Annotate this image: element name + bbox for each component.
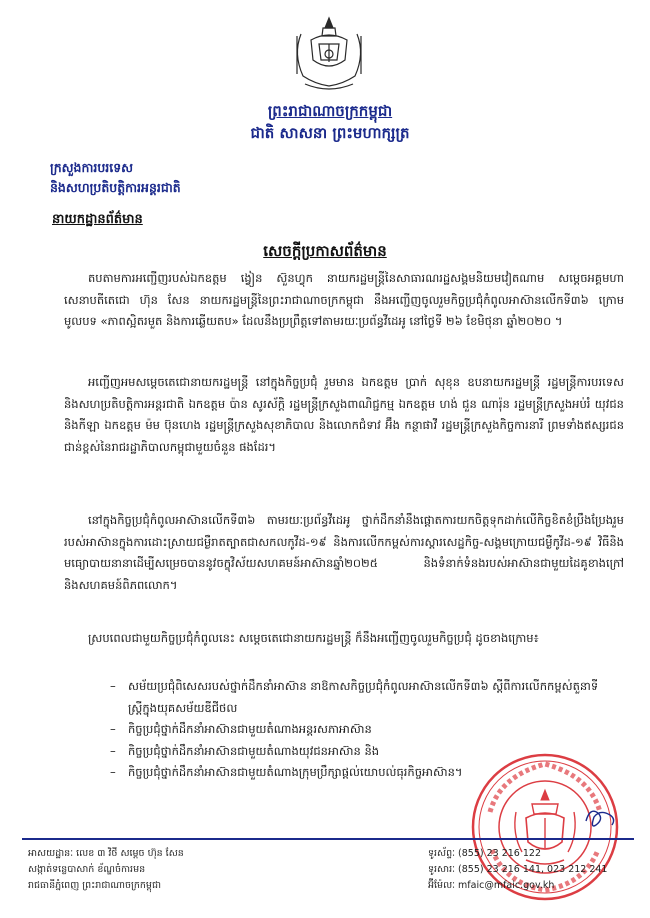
paragraph-1: តបតាមការអញ្ជើញរបស់ឯកឧត្តម ង្វៀន ស៊ួនហ្វុក នាយករដ្ឋមន្ត្រីនៃសាធារណរដ្ឋសង្គមនិយមវៀតណាម សម្តេចអគ្គមហាសេនាបតីតេជោ ហ៊ុន សែន នាយករដ្ឋមន្ត្រីនៃព្រះរាជាណាចក្រកម្ពុជា នឹងអញ្ជើញចូលរួមកិច្ចប្រជុំកំពូលអាស៊ានលើកទី៣៦ ក្រោមមូលបទ «ភាពស្អិតរមួត និងការឆ្លើយតប» ដែលនឹងប្រព្រឹត្តទៅតាមរយៈប្រព័ន្ធវីដេអូ នៅថ្ងៃទី ២៦ ខែមិថុនា ឆ្នាំ២០២០ ។ (64, 271, 624, 329)
royal-coat-of-arms-icon (283, 14, 375, 96)
email-address: អ៊ីម៉ែលៈ mfaic@mfaic.gov.kh (428, 880, 555, 891)
fax-number: ទូរសារៈ (855) 23 216 141, 023 212 241 (428, 864, 608, 875)
paragraph-4: ស្របពេលជាមួយកិច្ចប្រជុំកំពូលនេះ សម្តេចតេជោនាយករដ្ឋមន្ត្រី ក៏នឹងអញ្ជើញចូលរួមកិច្ចប្រជុំ ដូចខាងក្រោម៖ (88, 631, 539, 645)
address-line2: សង្កាត់ទន្លេបាសាក់ ខ័ណ្ឌចំការមន (28, 864, 146, 875)
kingdom-name: ព្រះរាជាណាចក្រកម្ពុជា (267, 102, 393, 120)
handwritten-signature (580, 803, 620, 833)
list-item: – កិច្ចប្រជុំថ្នាក់ដឹកនាំអាស៊ានជាមួយតំណាងយុវជនអាស៊ាន និង (110, 741, 610, 763)
list-item: – កិច្ចប្រជុំថ្នាក់ដឹកនាំអាស៊ានជាមួយតំណាងក្រុមប្រឹក្សាផ្តល់យោបល់ធុរកិច្ចអាស៊ាន។ (110, 762, 610, 784)
kingdom-motto-block (200, 100, 460, 144)
paragraph-2: អញ្ជើញអមសម្តេចតេជោនាយករដ្ឋមន្ត្រី នៅក្នុងកិច្ចប្រជុំ រួមមាន ឯកឧត្តម ប្រាក់ សុខុន ឧបនាយករដ្ឋមន្ត្រី រដ្ឋមន្ត្រីការបរទេស និងសហប្រតិបត្តិការអន្តរជាតិ ឯកឧត្តម ប៉ាន សូរស័ក្តិ រដ្ឋមន្ត្រីក្រសួងពាណិជ្ជកម្ម ឯកឧត្តម ហង់ ជួន ណារ៉ុន រដ្ឋមន្ត្រីក្រសួងអប់រំ យុវជន និងកីឡា ឯកឧត្តម ម៉ម ប៊ុនហេង រដ្ឋមន្ត្រីក្រសួងសុខាភិបាល និងលោកជំទាវ អ៊ឹង កន្ថាផាវី រដ្ឋមន្ត្រីក្រសួងកិច្ចការនារី ព្រមទាំងឥស្សរជនជាន់ខ្ពស់នៃរាជរដ្ឋាភិបាលកម្ពុជាមួយចំនួន ផងដែរ។ (64, 375, 624, 454)
ministry-name-block (50, 158, 310, 198)
footer-address (28, 846, 184, 894)
footer-divider (22, 838, 634, 840)
document-title-wrapper (0, 242, 650, 264)
phone-number: ទូរស័ព្ទៈ (855) 23 216 122 (428, 848, 541, 859)
list-item: – សម័យប្រជុំពិសេសរបស់ថ្នាក់ដឹកនាំអាស៊ាន នាឱកាសកិច្ចប្រជុំកំពូលអាស៊ានលើកទី៣៦ ស្តីពីការលើកកម្ពស់តួនាទីស្ត្រីក្នុងយុគសម័យឌីជីថល (110, 676, 610, 719)
ministry-name-line2: និងសហប្រតិបត្តិការអន្តរជាតិ (50, 180, 181, 195)
document-title: សេចក្តីប្រកាសព័ត៌មាន (263, 242, 387, 260)
ministry-name-line1: ក្រសួងការបរទេស (50, 160, 134, 175)
address-line3: រាជធានីភ្នំពេញ ព្រះរាជាណាចក្រកម្ពុជា (28, 880, 161, 891)
footer-contact (428, 846, 607, 894)
paragraph-3: នៅក្នុងកិច្ចប្រជុំកំពូលអាស៊ានលើកទី៣៦ តាមរយៈប្រព័ន្ធវីដេអូ ថ្នាក់ដឹកនាំនឹងផ្តោតការយកចិត្តទុកដាក់លើកិច្ចខិតខំប្រឹងប្រែងរួមរបស់អាស៊ានក្នុងការដោះស្រាយជម្ងឺរាតត្បាតជាសកលកូវីដ-១៩ និងការលើកកម្ពស់ការស្តារសេដ្ឋកិច្ច-សង្គមក្រោយជម្ងឺកូវីដ-១៩ វិធីនិងមធ្យោបាយនានាដើម្បីសម្រេចបាននូវចក្ខុវិស័យសហគមន៍អាស៊ានឆ្នាំ២០២៥ និងទំនាក់ទំនងរបស់អាស៊ានជាមួយដៃគូខាងក្រៅ និងសហគមន៍ពិភពលោក។ (64, 513, 624, 592)
department-name: នាយកដ្ឋានព័ត៌មាន (52, 212, 143, 227)
address-line1: អាសយដ្ឋានៈ លេខ ៣ វិថី សម្តេច ហ៊ុន សែន (28, 848, 184, 859)
list-item: – កិច្ចប្រជុំថ្នាក់ដឹកនាំអាស៊ានជាមួយតំណាងអន្តរសភាអាស៊ាន (110, 719, 610, 741)
nation-religion-king-motto: ជាតិ សាសនា ព្រះមហាក្សត្រ (250, 124, 410, 142)
